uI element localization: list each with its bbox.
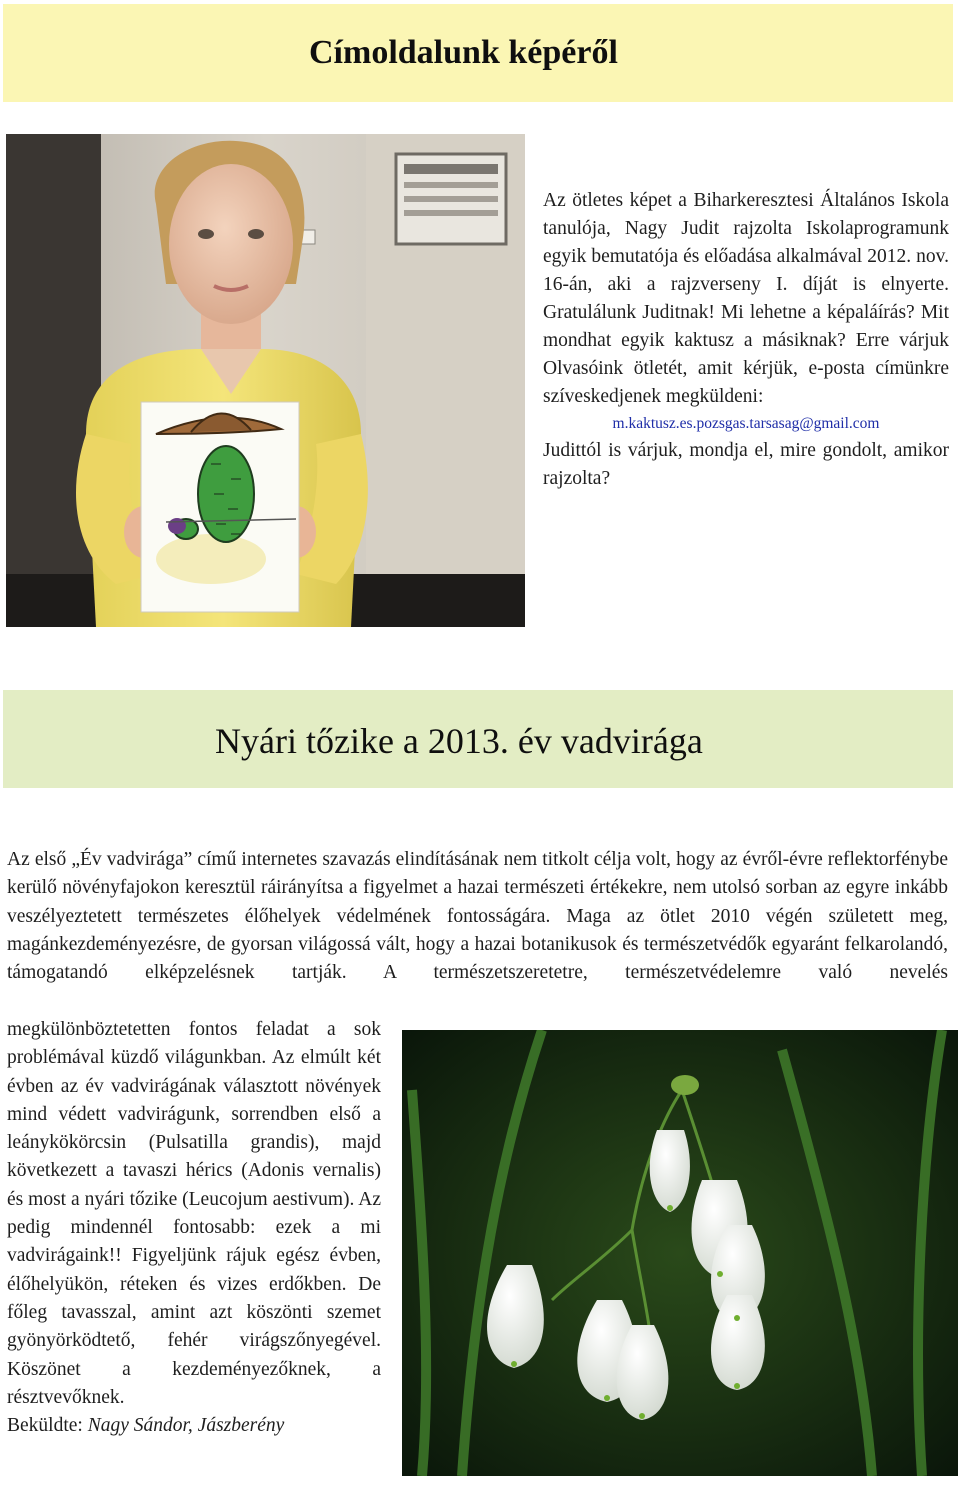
title-banner-cover: [3, 4, 953, 102]
cover-description: [543, 187, 949, 493]
photo-summer-snowflake: [402, 1030, 958, 1476]
article-credit: [7, 1412, 381, 1440]
section-title-cover: Címoldalunk képéről: [309, 34, 618, 71]
article-body-column: [7, 1016, 381, 1440]
credit-label: Beküldte:: [7, 1415, 88, 1437]
photo-flower-svg: [402, 1030, 958, 1476]
credit-name: Nagy Sándor, Jászberény: [87, 1415, 285, 1437]
article-body-full-width: [7, 846, 948, 987]
closing-paragraph: Judittól is várjuk, mondja el, mire gondolt, amikor rajzolta?: [543, 440, 949, 489]
section-title-wildflower: Nyári tőzike a 2013. év vadvirága: [215, 721, 703, 761]
photo-girl-svg: [6, 134, 525, 627]
email-link[interactable]: m.kaktusz.es.pozsgas.tarsasag@gmail.com: [612, 415, 880, 432]
article-paragraph-2: megkülönböztetetten fontos feladat a sok problémával küzdő világunkban. Az elmúlt két évben az év vadvirágának választott növények mind védett vadvirágunk, sorrendben első a leánykökörcsin (Pulsatilla grandis), majd következett a tavaszi hérics (Adonis vernalis) és most a nyári tőzike (Leucojum aestivum). Az pedig mindennél fontosabb: ezek a mi vadvirágaink!! Figyeljünk rájuk egész évben, élőhelyükön, réteken és vizes erdőkben. De főleg tavasszal, amint azt köszönti szemet gyönyörködtető, fehér virágszőnyegével. Köszönet a kezdeményezőknek, a résztvevőknek.: [7, 1019, 381, 1408]
title-banner-wildflower: [3, 690, 953, 788]
article-paragraph-1: Az első „Év vadvirága” című internetes szavazás elindításának nem titkolt célja volt, hogy az évről-évre reflektorfénybe kerülő növényfajokon keresztül ráirányítsa a figyelmet a hazai természeti értékekre, nem utolsó sorban az egyre inkább veszélyeztetett természetes élőhelyek védelmének fontosságára. Maga az ötlet 2010 végén született meg, magánkezdeményezésre, de gyorsan világossá vált, hogy a hazai botanikusok és természetvédők egyaránt felkarolandó, támogatandó elképzelésnek tartják. A természetszeretetre, természetvédelemre való nevelés: [7, 849, 948, 984]
intro-paragraph: Az ötletes képet a Biharkeresztesi Általános Iskola tanulója, Nagy Judit rajzolta Iskolaprogramunk egyik bemutatója és előadása alkalmával 2012. nov. 16-án, aki a rajzverseny I. díját is elnyerte. Gratulálunk Juditnak! Mi lehetne a képaláírás? Mit mondhat egyik kaktusz a másiknak? Erre várjuk Olvasóink ötletét, amit kérjük, e-posta címünkre szíveskedjenek megküldeni:: [543, 190, 949, 407]
photo-girl-with-cactus-drawing: [6, 134, 525, 627]
